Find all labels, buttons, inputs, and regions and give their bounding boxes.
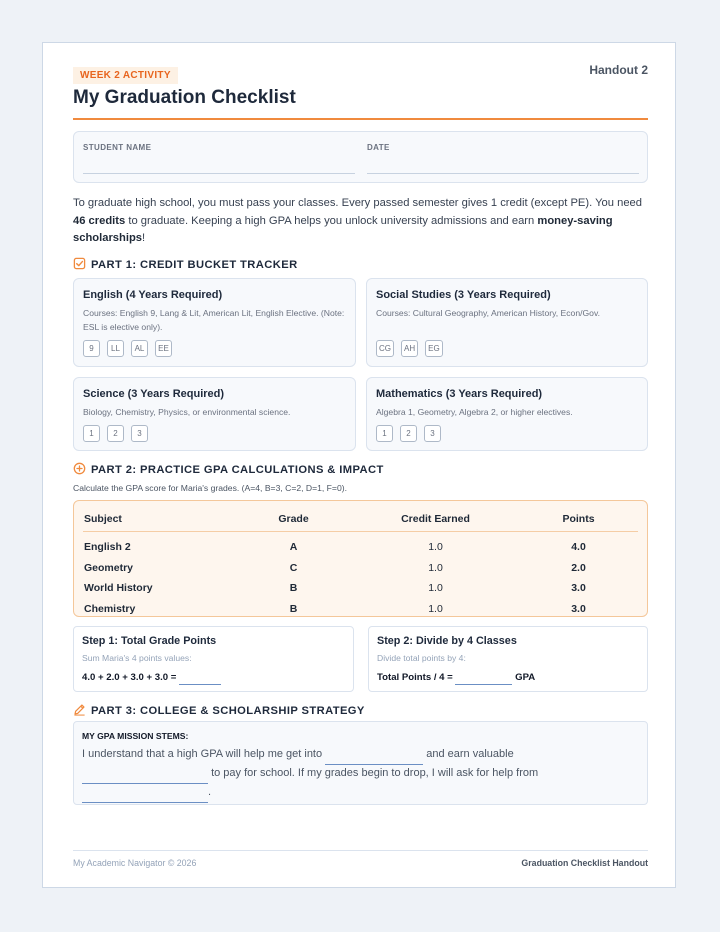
points-cell: 2.0 [571, 561, 586, 574]
grade-cell: B [289, 602, 298, 615]
credit-checkbox[interactable]: AH [401, 340, 418, 357]
table-row [83, 558, 638, 579]
credit-checkbox[interactable]: 3 [131, 425, 148, 442]
step1-subtitle: Sum Maria's 4 points values: [82, 653, 192, 663]
part2-heading-text: PART 2: PRACTICE GPA CALCULATIONS & IMPACT [91, 464, 384, 476]
credit-checkboxes [376, 340, 443, 357]
credit-checkbox[interactable]: EE [155, 340, 172, 357]
column-header-grade: Grade [235, 507, 352, 532]
gpa-blank[interactable] [455, 673, 512, 685]
gpa-table-box [73, 500, 648, 617]
stem-text-3: to pay for school. If my grades begin to drop, I will ask for help from [211, 767, 539, 779]
step1-title: Step 1: Total Grade Points [82, 635, 217, 647]
mission-stems-box [73, 721, 648, 805]
card-description: Algebra 1, Geometry, Algebra 2, or higher electives. [376, 407, 573, 417]
stem-text-4: . [208, 786, 212, 798]
week-badge: WEEK 2 ACTIVITY [73, 67, 178, 84]
grade-cell: C [289, 561, 298, 574]
intro-text-1: To graduate high school, you must pass your classes. Every passed semester gives 1 credit (except PE). You need [73, 197, 642, 209]
credit-checkbox[interactable]: 9 [83, 340, 100, 357]
subject-cell: Chemistry [84, 602, 136, 615]
card-title: Science (3 Years Required) [83, 388, 225, 400]
points-cell: 3.0 [571, 602, 586, 615]
student-name-label: STUDENT NAME [83, 143, 152, 152]
step2-subtitle: Divide total points by 4: [377, 653, 466, 663]
column-header-points: Points [519, 507, 638, 532]
scholarship-blank[interactable] [82, 766, 208, 784]
points-cell: 4.0 [571, 541, 586, 554]
help-source-blank[interactable] [82, 785, 208, 803]
plus-circle-icon [73, 462, 86, 475]
intro-paragraph [73, 195, 648, 248]
pencil-icon [73, 703, 86, 716]
card-title: Mathematics (3 Years Required) [376, 388, 543, 400]
subject-cell: World History [84, 582, 153, 595]
college-blank[interactable] [325, 747, 423, 765]
credit-checkbox[interactable]: 1 [83, 425, 100, 442]
part3-heading [73, 703, 365, 717]
footer-divider [73, 850, 648, 851]
table-row [83, 599, 638, 620]
credit-checkbox[interactable]: 3 [424, 425, 441, 442]
credit-checkbox[interactable]: EG [425, 340, 443, 357]
step1-equation [82, 672, 221, 685]
table-row [83, 578, 638, 599]
part2-heading [73, 462, 384, 476]
credit-checkbox[interactable]: LL [107, 340, 124, 357]
table-row [83, 532, 638, 558]
footer-title: Graduation Checklist Handout [521, 858, 648, 868]
mission-stems-label: MY GPA MISSION STEMS: [82, 731, 189, 741]
title-divider [73, 118, 648, 120]
credit-checkbox[interactable]: AL [131, 340, 148, 357]
credit-cell: 1.0 [428, 561, 443, 574]
stem-text-1: I understand that a high GPA will help me get into [82, 748, 323, 760]
credit-checkboxes [83, 425, 148, 442]
step2-equation-text: Total Points / 4 = [377, 672, 453, 683]
card-description: Courses: English 9, Lang & Lit, American Lit, English Elective. (Note: ESL is elective only). [83, 308, 345, 332]
page-title: My Graduation Checklist [73, 87, 296, 108]
step2-equation [377, 672, 535, 685]
credit-checkboxes [376, 425, 441, 442]
credit-cell: 1.0 [428, 541, 443, 554]
credit-cell: 1.0 [428, 602, 443, 615]
part1-heading [73, 257, 298, 271]
table-header-row [83, 507, 638, 532]
gpa-table [83, 507, 638, 619]
intro-bold-credits: 46 credits [73, 214, 126, 227]
total-points-blank[interactable] [179, 673, 221, 685]
credit-checkbox[interactable]: 2 [400, 425, 417, 442]
gpa-unit: GPA [515, 672, 536, 683]
gpa-instructions: Calculate the GPA score for Maria's grades. (A=4, B=3, C=2, D=1, F=0). [73, 483, 347, 493]
credit-card-english [73, 278, 356, 367]
grade-cell: A [289, 541, 298, 554]
student-name-field[interactable] [83, 173, 355, 174]
part3-heading-text: PART 3: COLLEGE & SCHOLARSHIP STRATEGY [91, 705, 365, 717]
handout-number: Handout 2 [589, 63, 648, 77]
stem-text-2: and earn valuable [426, 748, 514, 760]
handout-page [42, 42, 676, 888]
step2-title: Step 2: Divide by 4 Classes [377, 635, 517, 647]
card-title: Social Studies (3 Years Required) [376, 289, 551, 301]
card-description: Biology, Chemistry, Physics, or environmental science. [83, 407, 291, 417]
step1-card [73, 626, 354, 692]
mission-stems-text [82, 746, 642, 803]
date-field[interactable] [367, 173, 639, 174]
credit-checkboxes [83, 340, 172, 357]
credit-card-science [73, 377, 356, 451]
intro-text-2: to graduate. Keeping a high GPA helps you unlock university admissions and earn [125, 214, 538, 227]
card-title: English (4 Years Required) [83, 289, 223, 301]
intro-text-3: ! [142, 232, 146, 244]
footer-copyright: My Academic Navigator © 2026 [73, 858, 197, 868]
credit-card-mathematics [366, 377, 648, 451]
checkbox-icon [73, 257, 86, 270]
part1-heading-text: PART 1: CREDIT BUCKET TRACKER [91, 259, 298, 271]
student-info-box [73, 131, 648, 183]
grade-cell: B [289, 582, 298, 595]
subject-cell: Geometry [84, 561, 134, 574]
subject-cell: English 2 [84, 541, 131, 554]
column-header-subject: Subject [83, 507, 235, 532]
points-cell: 3.0 [571, 582, 586, 595]
step2-card [368, 626, 648, 692]
column-header-credit: Credit Earned [352, 507, 519, 532]
intro-bold-scholarships: money-saving scholarships [73, 214, 613, 244]
credit-cell: 1.0 [428, 582, 443, 595]
credit-checkbox[interactable]: CG [376, 340, 394, 357]
credit-checkbox[interactable]: 1 [376, 425, 393, 442]
date-label: DATE [367, 143, 390, 152]
card-description: Courses: Cultural Geography, American History, Econ/Gov. [376, 308, 601, 318]
credit-checkbox[interactable]: 2 [107, 425, 124, 442]
credit-card-social-studies [366, 278, 648, 367]
step1-equation-text: 4.0 + 2.0 + 3.0 + 3.0 = [82, 672, 177, 683]
